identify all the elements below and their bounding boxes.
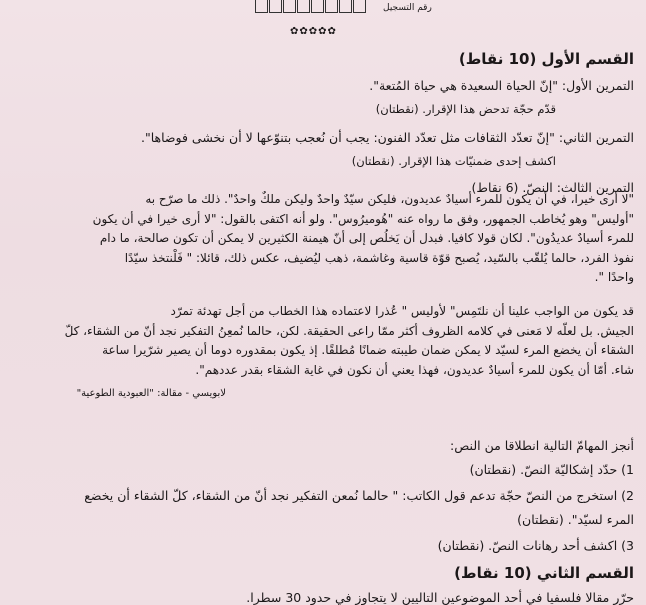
task-1: 1) حدّد إشكاليّة النصّ. (نقطتان): [469, 462, 634, 477]
task-2-line-1: 2) استخرج من النصّ حجّة تدعم قول الكاتب: " حالما نُمعن التفكير نجد أنّ من الشقاء، كلّ الشقاء أن يخضع: [84, 488, 634, 503]
exercise2-instruction: اكشف إحدى ضمنيّات هذا الإقرار. (نقطتان): [351, 154, 556, 168]
paragraph1-line: "لا أرى خيرا، في أن يكون للمرء أسيادٌ عديدون، فليكن سيّدٌ واحدٌ وليكن ملكٌ واحدٌ". ذلك ما صرّح به: [145, 192, 634, 206]
task-2-line-2: المرء لسيّد". (نقطتان): [517, 512, 634, 527]
section2-partial-line: حرّر مقالا فلسفيا في أحد الموضوعين التاليين لا يتجاوز في حدود 30 سطرا.: [246, 590, 634, 605]
text-source: لابويسي - مقالة: "العبودية الطوعية": [76, 388, 226, 399]
section1-title: القسم الأول (10 نقاط): [458, 50, 634, 68]
paragraph2-line: شاء. أمّا أن يكون للمرء أسيادٌ عديدون، فهذا يعني أن نكون في غاية الشقاء بقدر عددهم".: [195, 362, 634, 377]
registration-boxes[interactable]: [255, 0, 367, 14]
exercise1-title: التمرين الأول: "إنّ الحياة السعيدة هي حياة المُتعة".: [369, 78, 634, 93]
paragraph1-line: واحدًا ".: [594, 270, 634, 285]
paragraph1-line: "أوليس" وهو يُخاطب الجمهور، وفق ما رواه عنه "هُوميرُوس". ولو أنه اكتفى بالقول: "لا أرى خيرا في أن يكون: [92, 211, 634, 226]
exercise2-title: التمرين الثاني: "إنّ تعدّد الثقافات مثل تعدّد الفنون: يجب أن نُعجب بتنوّعها لا أن نخشى فوضاها".: [140, 130, 634, 145]
task-3: 3) اكشف أحد رهانات النصّ. (نقطتان): [437, 538, 634, 553]
paragraph2-line: الشقاء أن يخضع المرء لسيّد لا يمكن ضمان طيبته ضمانًا مُطلقًا. إذ يكون بمقدوره دوما أن يصير شرّيرا ساعة: [102, 343, 634, 358]
paragraph2-line: الجيش. بل لعلّه لا مَعنى في كلامه الظروف أكثر ممّا راعى الحقيقة. لكن، حالما نُمعِنُ التفكير نجد أنّ من الشقاء، كلّ: [64, 323, 634, 338]
paragraph1-line: نفوذ الفرد، حالما يُلقّب بالسّيد، يُصبح قوّة قاسية وغاشمة، ذهب ليُضيف، عكس ذلك، قائلا: " فَلْنتخذ سيّدًا: [124, 250, 634, 265]
registration-label: رقم التسجيل: [383, 3, 432, 13]
section2-title: القسم الثاني (10 نقاط): [454, 564, 634, 582]
tasks-intro: أنجز المهامّ التالية انطلاقا من النص:: [450, 438, 634, 453]
paragraph2-line: قد يكون من الواجب علينا أن نلتَمِس" لأوليس " عُذرا لاعتماده هذا الخطاب من أجل تهدئة تمرّد: [170, 304, 634, 318]
exercise1-instruction: قدّم حجّة تدحض هذا الإقرار. (نقطتان): [375, 102, 556, 116]
text-paragraph-2: [9, 302, 634, 380]
text-paragraph-1: [9, 190, 634, 288]
decorative-stars: ✿✿✿✿✿: [290, 26, 337, 37]
exercise3-title: التمرين الثالث: النصّ. (6 نقاط): [471, 180, 634, 195]
paragraph1-line: للمرء أسيادٌ عديدُون". لكان قولا كافيا. فبدل أن يَخلُص إلى أنّ هيمنة الكثيرين لا يمكن أن تكون صالحة، ما دام: [99, 231, 634, 246]
